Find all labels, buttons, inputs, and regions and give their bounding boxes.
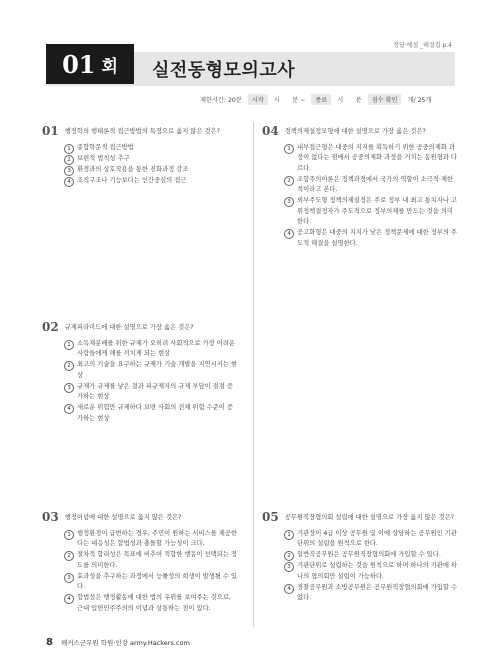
- time-limit-label: 제한시간: 20분: [200, 96, 242, 104]
- question-01: [42, 126, 238, 187]
- option-number-circle: 1: [284, 530, 294, 540]
- option-number-circle: 2: [284, 551, 294, 561]
- question-stem: 공무원직장협의회 설립에 대한 설명으로 가장 옳지 않은 것은?: [284, 514, 455, 521]
- page-footer: [46, 637, 190, 648]
- option-number-circle: 1: [64, 144, 74, 154]
- option-number-circle: 1: [64, 340, 74, 350]
- option-number-circle: 3: [284, 197, 294, 207]
- option-3[interactable]: 3 규제가 규제를 낳은 결과 피규제자의 규제 부담이 점점 증가하는 현상: [64, 382, 238, 403]
- score-label: 점수 확인: [368, 94, 402, 105]
- option-1[interactable]: 1 소득재분배를 위한 규제가 오히려 사회적으로 가장 어려운 사람들에게 해를 끼치게 되는 현상: [64, 339, 238, 360]
- footer-text: 해커스군무원 학원·인강 army.Hackers.com: [60, 639, 190, 647]
- option-3[interactable]: 3 기관단위로 설립하는 것을 원칙으로 하며 하나의 기관에 하나의 협의회만 설립이 가능하다.: [284, 561, 458, 582]
- option-3[interactable]: 3 외부주도형 정책의제설정은 주로 정부 내 최고 통치자나 고위정책결정자가 주도적으로 정부의제를 만드는 것을 의미한다.: [284, 196, 458, 228]
- option-4[interactable]: 4 경찰공무원과 소방공무원은 공무원직장협의회에 가입할 수 없다.: [284, 583, 458, 604]
- question-03: [42, 512, 238, 615]
- question-stem: 정책의제설정모형에 대한 설명으로 가장 옳은 것은?: [284, 128, 426, 135]
- end-blank: 시 분: [337, 96, 362, 104]
- option-number-circle: 2: [64, 155, 74, 165]
- option-number-circle: 4: [64, 404, 74, 414]
- option-number-circle: 4: [284, 584, 294, 594]
- question-number: 02: [42, 320, 59, 334]
- option-4[interactable]: 4 합법성은 행정활동에 대한 법의 우위를 보여주는 것으로, 근대 입헌민주주의의 이념과 상통하는 점이 있다.: [64, 593, 238, 614]
- page-title: 실전동형모의고사: [152, 60, 296, 81]
- option-number-circle: 4: [64, 177, 74, 187]
- option-number-circle: 3: [64, 383, 74, 393]
- option-2[interactable]: 2 조합주의이론은 정책과정에서 국가의 역할이 소극적·제한적이라고 본다.: [284, 175, 458, 196]
- option-number-circle: 3: [284, 562, 294, 572]
- option-1[interactable]: 1 행정환경이 급변하는 경우, 주민이 원하는 서비스를 제공한다는 대응성은 합법성과 충돌할 가능성이 크다.: [64, 529, 238, 550]
- question-number: 01: [42, 124, 59, 138]
- option-1[interactable]: 1 기관장이 4급 이상 공무원 및 이에 상당하는 공무원인 기관단위의 설립을 원칙으로 한다.: [284, 529, 458, 550]
- time-limit-bar: [200, 93, 455, 105]
- option-number-circle: 2: [284, 176, 294, 186]
- answer-reference: 정답·해설 _해설집 p.4: [393, 42, 452, 49]
- option-4[interactable]: 4 새로운 위험만 규제하다 보면 사회의 전체 위험 수준이 증가하는 현상: [64, 403, 238, 424]
- option-2[interactable]: 2 일반직공무원은 공무원직장협의회에 가입할 수 있다.: [284, 550, 458, 561]
- option-1[interactable]: 1 내부접근형은 대중의 지지를 획득하기 위한 공중의제화 과정이 없다는 점에서 공중의제화 과정을 거치는 동원형과 다르다.: [284, 143, 458, 175]
- page-number: 8: [46, 637, 53, 648]
- question-05: [262, 512, 458, 604]
- option-4[interactable]: 4 조직구조나 기능보다는 인간중심의 접근: [64, 176, 238, 187]
- column-divider: [253, 122, 254, 627]
- round-number-box: [46, 44, 134, 84]
- question-stem: 행정학의 행태론적 접근방법의 특징으로 옳지 않은 것은?: [64, 128, 220, 135]
- round-number: 01: [62, 49, 96, 79]
- start-blank: 시 분 ~: [273, 96, 306, 104]
- question-number: 04: [262, 124, 279, 138]
- end-label: 종료: [311, 94, 331, 105]
- start-label: 시작: [248, 94, 268, 105]
- question-number: 03: [42, 510, 59, 524]
- question-number: 05: [262, 510, 279, 524]
- option-number-circle: 4: [64, 594, 74, 604]
- option-number-circle: 3: [64, 166, 74, 176]
- option-number-circle: 1: [284, 144, 294, 154]
- option-number-circle: 4: [284, 229, 294, 239]
- question-stem: 규제피라미드에 대한 설명으로 가장 옳은 것은?: [64, 324, 194, 331]
- option-number-circle: 3: [64, 573, 74, 583]
- option-2[interactable]: 2 절차적 합리성은 목표에 비추어 적합한 행동이 선택되는 정도를 의미한다.: [64, 550, 238, 571]
- question-02: [42, 322, 238, 425]
- question-04: [262, 126, 458, 250]
- round-suffix: 회: [101, 56, 118, 77]
- option-4[interactable]: 4 공고화형은 대중의 지지가 낮은 정책문제에 대한 정부의 주도적 해결을 설명한다.: [284, 228, 458, 249]
- score-value: 개/ 25개: [407, 96, 432, 104]
- option-2[interactable]: 2 보편적 법칙성 추구: [64, 154, 238, 165]
- option-2[interactable]: 2 최고의 기술을 요구하는 규제가 기술 개발을 지연시키는 현상: [64, 360, 238, 381]
- option-number-circle: 2: [64, 551, 74, 561]
- option-1[interactable]: 1 종합학문적 접근방법: [64, 143, 238, 154]
- option-3[interactable]: 3 환경과의 상호작용을 통한 진화과정 강조: [64, 165, 238, 176]
- question-stem: 행정이념에 대한 설명으로 옳지 않은 것은?: [64, 514, 182, 521]
- option-number-circle: 2: [64, 361, 74, 371]
- option-number-circle: 1: [64, 530, 74, 540]
- option-3[interactable]: 3 효과성을 추구하는 과정에서 능률성의 희생이 발생될 수 있다.: [64, 572, 238, 593]
